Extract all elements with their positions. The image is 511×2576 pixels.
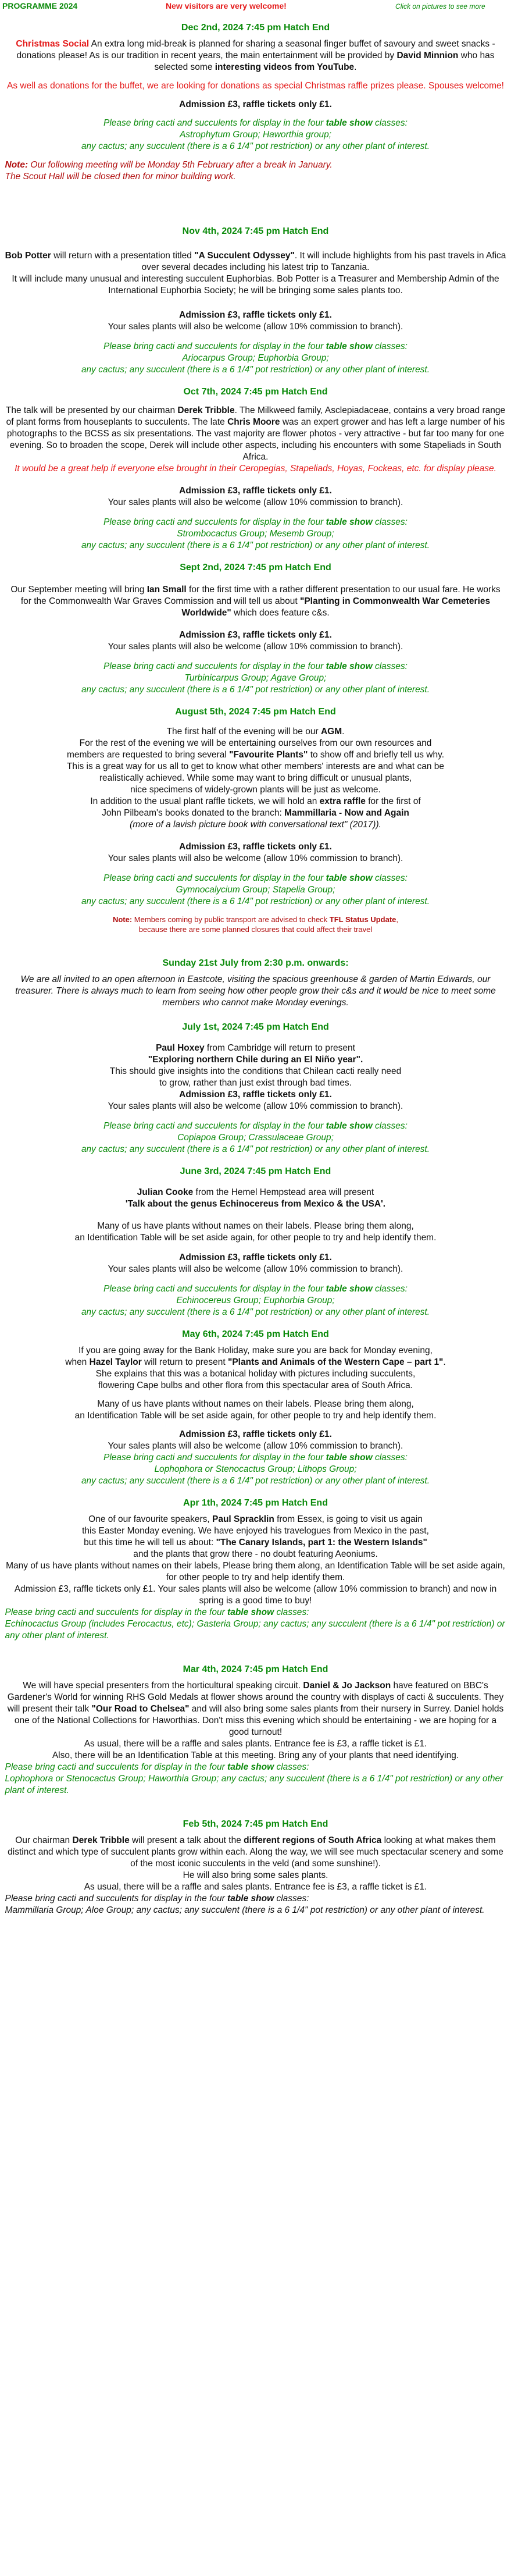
admission-text: Admission £3, raffle tickets only £1.: [179, 630, 332, 640]
section-line: As usual, there will be a raffle and sales plants. Entrance fee is £3, a raffle ticket is £1.: [84, 1739, 427, 1749]
speaker-name: Paul Spracklin: [212, 1514, 274, 1524]
table-show-classes: Gymnocalycium Group; Stapelia Group;: [176, 885, 335, 895]
section-header: Apr 1th, 2024 7:45 pm Hatch End: [183, 1498, 328, 1508]
section-header: Dec 2nd, 2024 7:45 pm Hatch End: [181, 23, 330, 33]
section-oct-2024: [5, 386, 506, 552]
table-show-classes: Copiapoa Group; Crassulaceae Group;: [177, 1133, 334, 1143]
section-line: realistically achieved. While some may want to bring difficult or unusual plants,: [99, 773, 412, 783]
section-line: Many of us have plants without names on their labels. Please bring them along,: [97, 1399, 414, 1409]
speaker-name: Paul Hoxey: [156, 1043, 205, 1053]
table-show-any: any cactus; any succulent (there is a 6 1/4" pot restriction) or any other plant of interest.: [81, 141, 430, 151]
sales-text: Your sales plants will also be welcome (allow 10% commission to branch).: [108, 322, 403, 332]
top-bar: [0, 0, 511, 13]
sales-text: Your sales plants will also be welcome (allow 10% commission to branch).: [108, 853, 403, 863]
table-show-classes: Ariocarpus Group; Euphorbia Group;: [182, 353, 329, 363]
talk-title: 'Talk about the genus Echinocereus from Mexico & the USA'.: [125, 1199, 386, 1209]
programme-title: PROGRAMME 2024: [2, 1, 78, 10]
section-note: As well as donations for the buffet, we are looking for donations as special Christmas raffle prizes please. Spouses welcome!: [7, 81, 504, 91]
table-show-any: any cactus; any succulent (there is a 6 1/4" pot restriction) or any other plant of interest.: [81, 540, 430, 550]
table-show-any: any cactus; any succulent (there is a 6 1/4" pot restriction) or any other plant of interest.: [81, 896, 430, 906]
table-show-request: Please bring cacti and succulents for display in the four table show classes:: [103, 1121, 408, 1131]
section-header: Oct 7th, 2024 7:45 pm Hatch End: [183, 387, 328, 397]
table-show-classes: Strombocactus Group; Mesemb Group;: [177, 529, 334, 539]
table-show-request: Please bring cacti and succulents for display in the four table show classes:: [5, 1894, 309, 1903]
section-header: July 1st, 2024 7:45 pm Hatch End: [182, 1022, 329, 1032]
section-line: an Identification Table will be set aside again, for other people to try and help identify them.: [74, 1233, 437, 1243]
sales-text: Your sales plants will also be welcome (allow 10% commission to branch).: [108, 1441, 403, 1451]
table-show-request: Please bring cacti and succulents for display in the four table show classes:: [103, 1284, 408, 1294]
admission-text: Admission £3, raffle tickets only £1.: [179, 1090, 332, 1100]
table-show-request: Please bring cacti and succulents for display in the four table show classes:: [103, 341, 408, 351]
section-line: nice specimens of widely-grown plants will be just as welcome.: [130, 785, 381, 795]
table-show-request: Please bring cacti and succulents for display in the four table show classes:: [103, 661, 408, 671]
table-show-request: Please bring cacti and succulents for display in the four table show classes:: [103, 118, 408, 128]
section-line: when Hazel Taylor will return to present "Plants and Animals of the Western Cape – part 1".: [65, 1357, 446, 1367]
section-jul21-2024: [5, 958, 506, 1009]
section-line: John Pilbeam's books donated to the branch: Mammillaria - Now and Again: [102, 808, 409, 818]
section-header: Mar 4th, 2024 7:45 pm Hatch End: [183, 1664, 328, 1674]
section-header: August 5th, 2024 7:45 pm Hatch End: [175, 707, 336, 717]
section-line: Paul Hoxey from Cambridge will return to present: [156, 1043, 355, 1053]
visitors-welcome: New visitors are very welcome!: [166, 1, 287, 10]
programme-content: [5, 22, 506, 1916]
table-show-classes: Mammillaria Group; Aloe Group; any cactus; any succulent (there is a 6 1/4" pot restriction) or any other plant of interest.: [5, 1905, 485, 1915]
section-line: and the plants that grow there - no doubt featuring Aeoniums.: [133, 1549, 378, 1559]
talk-title: "Exploring northern Chile during an El Niño year".: [148, 1055, 363, 1065]
section-note: It would be a great help if everyone else brought in their Ceropegias, Stapeliads, Hoyas, Fockeas, etc. for display please.: [15, 464, 496, 474]
table-show-request: Please bring cacti and succulents for display in the four table show classes:: [5, 1607, 309, 1617]
section-line: Our chairman Derek Tribble will present a talk about the different regions of South Africa looking at what makes them distinct and which type of succulent plants grow within each. Along the way, we will see much spectacular scenery and some of the most iconic succulents in the veld (and some sunshine!).: [8, 1835, 503, 1869]
section-line: For the rest of the evening we will be entertaining ourselves from our own resources and: [79, 738, 432, 748]
event-name: Christmas Social: [16, 39, 90, 49]
section-line: Admission £3, raffle tickets only £1. Your sales plants will also be welcome (allow 10% commission to branch) and now in spring is a good time to buy!: [14, 1584, 497, 1606]
section-jul-2024: [5, 1022, 506, 1155]
speaker-name: Bob Potter: [5, 251, 51, 261]
section-line: but this time he will tell us about: "The Canary Islands, part 1: the Western Islands": [84, 1538, 427, 1547]
speaker-name: Derek Tribble: [177, 405, 235, 415]
section-header: Sunday 21st July from 2:30 p.m. onwards:: [162, 958, 349, 968]
speaker-name: Daniel & Jo Jackson: [303, 1681, 391, 1691]
speaker-name: Hazel Taylor: [89, 1357, 142, 1367]
section-note: The Scout Hall will be closed then for minor building work.: [5, 172, 236, 182]
section-sep-2024: [5, 562, 506, 696]
section-line: He will also bring some sales plants.: [183, 1870, 328, 1880]
table-show-any: any cactus; any succulent (there is a 6 1/4" pot restriction) or any other plant of interest.: [81, 1476, 430, 1486]
table-show-request: Please bring cacti and succulents for display in the four table show classes:: [5, 1762, 309, 1772]
section-line: This is a great way for us all to get to know what other members' interests are and what can be: [66, 762, 445, 771]
section-note: Note: Our following meeting will be Monday 5th February after a break in January.: [5, 160, 333, 170]
section-intro: Our September meeting will bring Ian Small for the first time with a rather different presentation to our usual fare. He works for the Commonwealth War Graves Commission and will tell us about "Planting in Commonwealth War Cemeteries Worldwide" which does feature c&s.: [10, 585, 501, 618]
table-show-classes: Lophophora or Stenocactus Group; Haworthia Group; any cactus; any succulent (there is a 6 1/4" pot restriction) or any other plant of interest.: [5, 1774, 503, 1795]
table-show-any: any cactus; any succulent (there is a 6 1/4" pot restriction) or any other plant of interest.: [81, 1307, 430, 1317]
table-show-request: Please bring cacti and succulents for display in the four table show classes:: [103, 517, 408, 527]
section-note: Note: Members coming by public transport are advised to check TFL Status Update,: [112, 915, 399, 924]
table-show-classes: Turbinicarpus Group; Agave Group;: [184, 673, 327, 683]
section-may-2024: [5, 1329, 506, 1487]
section-line: an Identification Table will be set aside again, for other people to try and help identify them.: [74, 1411, 437, 1421]
section-header: Feb 5th, 2024 7:45 pm Hatch End: [183, 1819, 328, 1829]
section-header: Sept 2nd, 2024 7:45 pm Hatch End: [180, 563, 331, 572]
section-line: In addition to the usual plant raffle tickets, we will hold an extra raffle for the first of: [90, 796, 421, 806]
table-show-classes: Echinocereus Group; Euphorbia Group;: [176, 1296, 335, 1305]
section-header: June 3rd, 2024 7:45 pm Hatch End: [180, 1166, 331, 1176]
section-line: to grow, rather than just exist through bad times.: [159, 1078, 352, 1088]
section-apr-2024: [5, 1497, 506, 1642]
section-line: Also, there will be an Identification Table at this meeting. Bring any of your plants that need identifying.: [52, 1750, 459, 1760]
section-line: flowering Cape bulbs and other flora from this spectacular area of South Africa.: [98, 1380, 413, 1390]
speaker-name: Julian Cooke: [137, 1187, 194, 1197]
section-nov-2024: [5, 226, 506, 376]
admission-text: Admission £3, raffle tickets only £1.: [179, 1429, 332, 1439]
section-intro: The talk will be presented by our chairman Derek Tribble. The Milkweed family, Asclepiadaceae, contains a very broad range of plant forms from houseplants to succulents. The late Chris Moore was an expert grower and has left a large number of his photographs to the BCSS as six presentations. The vast majority are flower photos - very attractive - but far too many for one evening. So to broaden the scope, Derek will include other aspects, including his encounters with some Stapeliads in South Africa.: [5, 405, 506, 462]
section-header: May 6th, 2024 7:45 pm Hatch End: [182, 1329, 329, 1339]
section-line: members are requested to bring several "Favourite Plants" to show off and briefly tell us why.: [66, 750, 445, 760]
section-feb-2024: [5, 1819, 506, 1916]
table-show-classes: Echinocactus Group (includes Ferocactus, etc); Gasteria Group; any cactus; any succulent (there is a 6 1/4" pot restriction) or any other plant of interest.: [5, 1619, 505, 1641]
table-show-request: Please bring cacti and succulents for display in the four table show classes:: [103, 1453, 408, 1463]
table-show-any: any cactus; any succulent (there is a 6 1/4" pot restriction) or any other plant of interest.: [81, 1144, 430, 1154]
admission-text: Admission £3, raffle tickets only £1.: [179, 842, 332, 852]
section-intro: Bob Potter will return with a presentation titled "A Succulent Odyssey". It will include highlights from his past travels in Afica over several decades including his latest trip to Tanzania.: [5, 251, 506, 272]
table-show-request: Please bring cacti and succulents for display in the four table show classes:: [103, 873, 408, 883]
section-intro: It will include many unusual and interesting succulent Euphorbias. Bob Potter is a Treasurer and Membership Admin of the International Euphorbia Society; he will be bringing some sales plants too.: [12, 274, 499, 296]
table-show-classes: Astrophytum Group; Haworthia group;: [179, 130, 332, 140]
admission-text: Admission £3, raffle tickets only £1.: [179, 310, 332, 320]
sales-text: Your sales plants will also be welcome (allow 10% commission to branch).: [108, 1101, 403, 1111]
section-intro: Christmas Social An extra long mid-break is planned for sharing a seasonal finger buffet of savoury and sweet snacks - donations please! As is our tradition in recent years, the main entertainment will be provided by David Minnion who has selected some interesting videos from YouTube.: [16, 39, 495, 72]
section-line: She explains that this was a botanical holiday with pictures including succulents,: [95, 1369, 416, 1379]
section-line: this Easter Monday evening. We have enjoyed his travelogues from Mexico in the past,: [82, 1526, 429, 1536]
speaker-name: David Minnion: [396, 51, 459, 61]
section-mar-2024: [5, 1664, 506, 1796]
section-line: This should give insights into the conditions that Chilean cacti really need: [109, 1066, 402, 1076]
section-line: Many of us have plants without names on their labels. Please bring them along,: [97, 1221, 414, 1231]
section-line: The first half of the evening will be our AGM.: [166, 727, 345, 736]
section-aug-2024: [5, 706, 506, 934]
sales-text: Your sales plants will also be welcome (allow 10% commission to branch).: [108, 497, 403, 507]
table-show-classes: Lophophora or Stenocactus Group; Lithops Group;: [154, 1464, 357, 1474]
section-line: We will have special presenters from the horticultural speaking circuit. Daniel & Jo Jackson have featured on BBC's Gardener's World for winning RHS Gold Medals at flower shows around the country with displays of cacti & succulents. They will present their talk "Our Road to Chelsea" and will also bring some sales plants from their nursery in Surrey. Daniel holds one of the National Collections for Haworthias. Don't miss this evening which should be entertaining - we are hoping for a good turnout!: [7, 1681, 504, 1737]
click-hint: Click on pictures to see more: [395, 2, 485, 10]
admission-text: Admission £3, raffle tickets only £1.: [179, 99, 332, 109]
admission-text: Admission £3, raffle tickets only £1.: [179, 486, 332, 496]
section-line: If you are going away for the Bank Holiday, make sure you are back for Monday evening,: [78, 1346, 433, 1355]
section-dec-2024: [5, 22, 506, 183]
table-show-any: any cactus; any succulent (there is a 6 1/4" pot restriction) or any other plant of interest.: [81, 685, 430, 695]
section-line: As usual, there will be a raffle and sales plants. Entrance fee is £3, a raffle ticket is £1.: [84, 1882, 427, 1892]
section-line: Many of us have plants without names on their labels, Please bring them along, an Identification Table will be set aside again, for other people to try and help identify them.: [6, 1561, 505, 1582]
section-line: (more of a lavish picture book with conversational text" (2017)).: [130, 820, 381, 830]
section-intro: We are all invited to an open afternoon in Eastcote, visiting the spacious greenhouse & garden of Martin Edwards, our treasurer. There is always much to learn from seeing how other people grow their c&s and it would be nice to meet some members who cannot make Monday evenings.: [15, 974, 496, 1008]
speaker-name: Ian Small: [146, 585, 187, 595]
section-line: One of our favourite speakers, Paul Spracklin from Essex, is going to visit us again: [88, 1514, 423, 1524]
speaker-name: Derek Tribble: [72, 1835, 130, 1845]
table-show-any: any cactus; any succulent (there is a 6 1/4" pot restriction) or any other plant of interest.: [81, 365, 430, 375]
sales-text: Your sales plants will also be welcome (allow 10% commission to branch).: [108, 1264, 403, 1274]
section-line: Julian Cooke from the Hemel Hempstead area will present: [137, 1187, 374, 1197]
section-note: because there are some planned closures that could affect their travel: [138, 925, 373, 934]
admission-text: Admission £3, raffle tickets only £1.: [179, 1253, 332, 1262]
section-jun-2024: [5, 1166, 506, 1318]
tfl-status-link[interactable]: TFL Status Update: [329, 915, 396, 924]
sales-text: Your sales plants will also be welcome (allow 10% commission to branch).: [108, 642, 403, 652]
section-header: Nov 4th, 2024 7:45 pm Hatch End: [182, 226, 329, 236]
